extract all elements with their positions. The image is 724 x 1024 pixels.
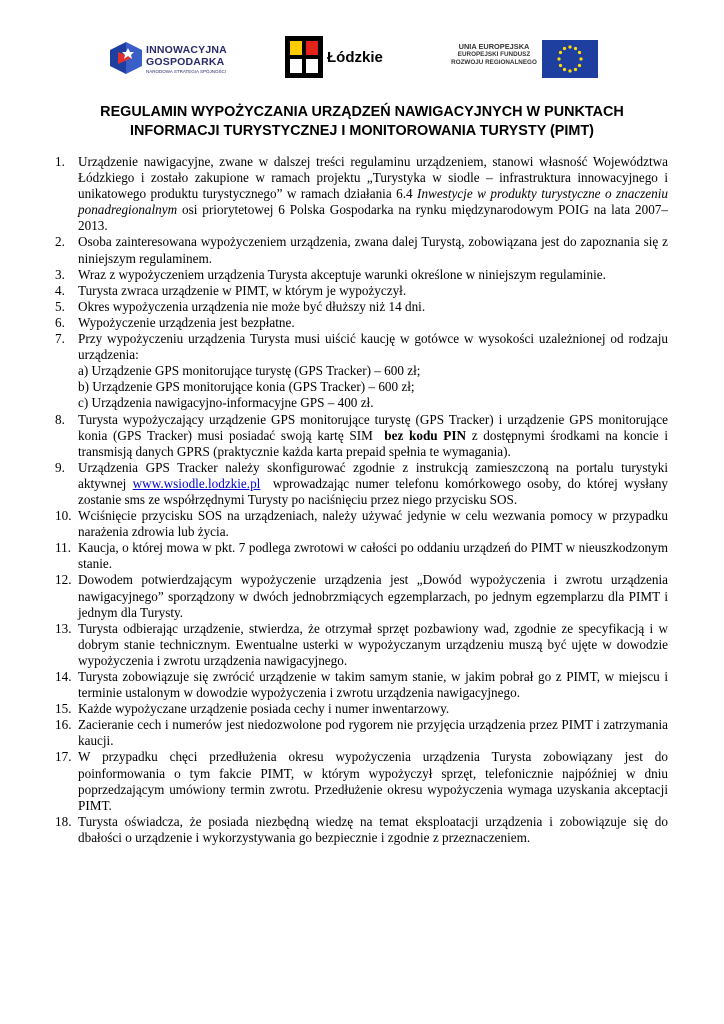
list-item — [55, 234, 668, 266]
list-item — [55, 814, 668, 846]
sub-item-b: b) Urządzenie GPS monitorujące konia (GPS Tracker) – 600 zł; — [78, 379, 415, 395]
ig-logo-line2: GOSPODARKA — [146, 56, 225, 68]
item-number: 3. — [55, 266, 65, 282]
lodzkie-logo — [285, 36, 400, 82]
sub-item-c: c) Urządzenia nawigacyjno-informacyjne GPS – 400 zł. — [78, 395, 374, 411]
document-title-line1: REGULAMIN WYPOŻYCZANIA URZĄDZEŃ NAWIGACYJNYCH W PUNKTACH — [100, 104, 624, 120]
innowacyjna-gospodarka-logo — [110, 38, 280, 82]
ig-logo-symbol-icon — [110, 38, 142, 78]
item-number: 9. — [55, 459, 65, 475]
item-text: wprowadzając numer telefonu komórkowego osoby, do której wysłany zostanie sms ze współrzędnymi Turysty po naciśnięciu przez niego przycisku SOS. — [78, 475, 672, 507]
item-text: Turysta zwraca urządzenie w PIMT, w którym je wypożyczył. — [78, 282, 407, 298]
item-text: Wypożyczenie urządzenia jest bezpłatne. — [78, 314, 295, 330]
list-item — [55, 621, 668, 669]
ig-logo-line3: NARODOWA STRATEGIA SPÓJNOŚCI — [146, 69, 227, 74]
item-text-bold: bez kodu PIN — [384, 427, 467, 443]
item-number: 17. — [55, 749, 72, 765]
item-number: 14. — [55, 669, 72, 684]
item-number: 7. — [55, 331, 65, 347]
regulation-list — [55, 154, 672, 846]
eu-fund-logo — [450, 40, 600, 82]
item-text: Turysta odbierając urządzenie, stwierdza, że otrzymał sprzęt pozbawiony wad, zgodnie ze specyfikacją i w dobrym stanie technicznym. Ewentualne usterki w wypożyczanym urządzeniu muszą być ujęte w dowodzie wypożyczenia i zwrotu urządzenia nawigacyjnego. — [78, 620, 668, 668]
eu-flag-icon — [542, 40, 598, 78]
item-text: Wciśnięcie przycisku SOS na urządzeniach, należy używać jedynie w celu wezwania pomocy w przypadku narażenia zdrowia lub życia. — [78, 508, 668, 540]
ig-logo-line1: INNOWACYJNA — [146, 44, 227, 56]
item-text: W przypadku chęci przedłużenia okresu wypożyczenia urządzenia Turysta zobowiązany jest do poinformowania o tym fakcie PIMT, w którym wypożyczył sprzęt, telefonicznie najpóźniej w dniu poprzedzającym umówiony termin zwrotu. Przedłużenie okresu wypożyczenia wymaga uzyskania akceptacji PIMT. — [78, 749, 668, 813]
item-text: Wraz z wypożyczeniem urządzenia Turysta akceptuje warunki określone w niniejszym regulaminie. — [78, 266, 606, 282]
item-number: 4. — [55, 282, 65, 298]
list-item — [55, 299, 668, 315]
item-text: Osoba zainteresowana wypożyczeniem urządzenia, zwana dalej Turystą, zobowiązana jest do zapoznania się z niniejszym regulaminem. — [78, 234, 668, 266]
item-text: osi priorytetowej 6 Polska Gospodarka na rynku międzynarodowym POIG na lata 2007–2013. — [78, 202, 668, 234]
item-text: Turysta oświadcza, że posiada niezbędną wiedzę na temat eksploatacji urządzenia i zobowiązuje się do dbałości o urządzenie i wykorzystywania go bezpiecznie i zgodnie z przeznaczeniem. — [78, 813, 668, 845]
item-text: Urządzenia GPS Tracker należy skonfigurować zgodnie z instrukcją zamieszczoną na portalu turystyki aktywnej — [78, 459, 668, 491]
item-number: 12. — [55, 572, 72, 588]
list-item — [55, 315, 668, 331]
item-number: 2. — [55, 234, 65, 250]
document-title — [40, 103, 684, 141]
list-item — [55, 749, 668, 813]
portal-link[interactable]: www.wsiodle.lodzkie.pl — [132, 475, 261, 491]
list-item — [55, 411, 672, 460]
list-item — [55, 540, 668, 572]
item-number: 11. — [55, 540, 71, 556]
list-item — [55, 508, 668, 540]
item-text-italic: Inwestycje w produkty turystyczne o znaczeniu ponadregionalnym — [78, 186, 669, 218]
item-number: 15. — [55, 701, 72, 717]
item-text: Okres wypożyczenia urządzenia nie może być dłuższy niż 14 dni. — [78, 298, 426, 314]
list-item — [55, 669, 668, 701]
item-text: Dowodem potwierdzającym wypożyczenie urządzenia jest „Dowód wypożyczenia i zwrotu urządzenia nawigacyjnego” sporządzony w dwóch jednobrzmiących egzemplarzach, po jednym egzemplarzu dla PIMT i jednym dla Turysty. — [78, 572, 668, 620]
list-item — [55, 572, 668, 620]
item-text: z dostępnymi środkami na koncie i transmisją danych GPRS (praktycznie każda karta prepaid spełnia te wymagania). — [78, 427, 668, 459]
list-item — [55, 267, 668, 283]
item-number: 1. — [55, 154, 65, 169]
eu-logo-text — [450, 43, 538, 67]
item-text: Kaucja, o której mowa w pkt. 7 podlega zwrotowi w całości po oddaniu urządzeń do PIMT w nieuszkodzonym stanie. — [78, 540, 668, 572]
eu-logo-line2: EUROPEJSKI FUNDUSZ — [457, 51, 531, 58]
list-item — [55, 701, 668, 717]
item-number: 5. — [55, 298, 65, 314]
list-item — [55, 283, 668, 299]
item-text: Przy wypożyczeniu urządzenia Turysta musi uiścić kaucję w gotówce w wysokości uzależnionej od rodzaju urządzenia: — [78, 331, 668, 363]
list-item — [55, 717, 668, 749]
item-number: 6. — [55, 314, 65, 330]
list-item — [55, 331, 668, 411]
item-text: Turysta wypożyczający urządzenie GPS monitorujące turystę (GPS Tracker) i urządzenie GPS monitorujące konia (GPS Tracker) musi posiadać swoją kartę SIM — [78, 411, 672, 443]
eu-logo-line3: ROZWOJU REGIONALNEGO — [451, 59, 537, 66]
lodzkie-logo-mark-icon — [285, 36, 323, 78]
item-number: 16. — [55, 717, 72, 733]
sub-item-a: a) Urządzenie GPS monitorujące turystę (GPS Tracker) – 600 zł; — [78, 363, 421, 379]
item-text: Urządzenie nawigacyjne, zwane w dalszej treści regulaminu urządzeniem, stanowi własność Województwa Łódzkiego i zostało zakupione w ramach projektu „Turystyka w siodle – infrastruktura innowacyjnego i unikatowego produktu turystycznego” w ramach działania 6.4 — [78, 154, 668, 202]
item-text: Turysta zobowiązuje się zwrócić urządzenie w takim samym stanie, w jakim pobrał go z PIMT, w miejscu i terminie ustalonym w dowodzie wypożyczenia i zwrotu urządzenia nawigacyjnego. — [78, 669, 668, 701]
list-item — [55, 459, 672, 508]
lodzkie-logo-text: Łódzkie — [327, 49, 383, 66]
item-number: 18. — [55, 813, 72, 829]
item-number: 13. — [55, 620, 72, 636]
document-title-line2: INFORMACJI TURYSTYCZNEJ I MONITOROWANIA TURYSTY (PIMT) — [130, 123, 594, 139]
item-number: 8. — [55, 411, 65, 427]
item-number: 10. — [55, 508, 72, 524]
item-text: Każde wypożyczane urządzenie posiada cechy i numer inwentarzowy. — [78, 701, 450, 717]
eu-logo-line1: UNIA EUROPEJSKA — [458, 42, 530, 51]
list-item — [55, 154, 668, 234]
item-text: Zacieranie cech i numerów jest niedozwolone pod rygorem nie przyjęcia urządzenia przez PIMT i zatrzymania kaucji. — [78, 717, 668, 749]
